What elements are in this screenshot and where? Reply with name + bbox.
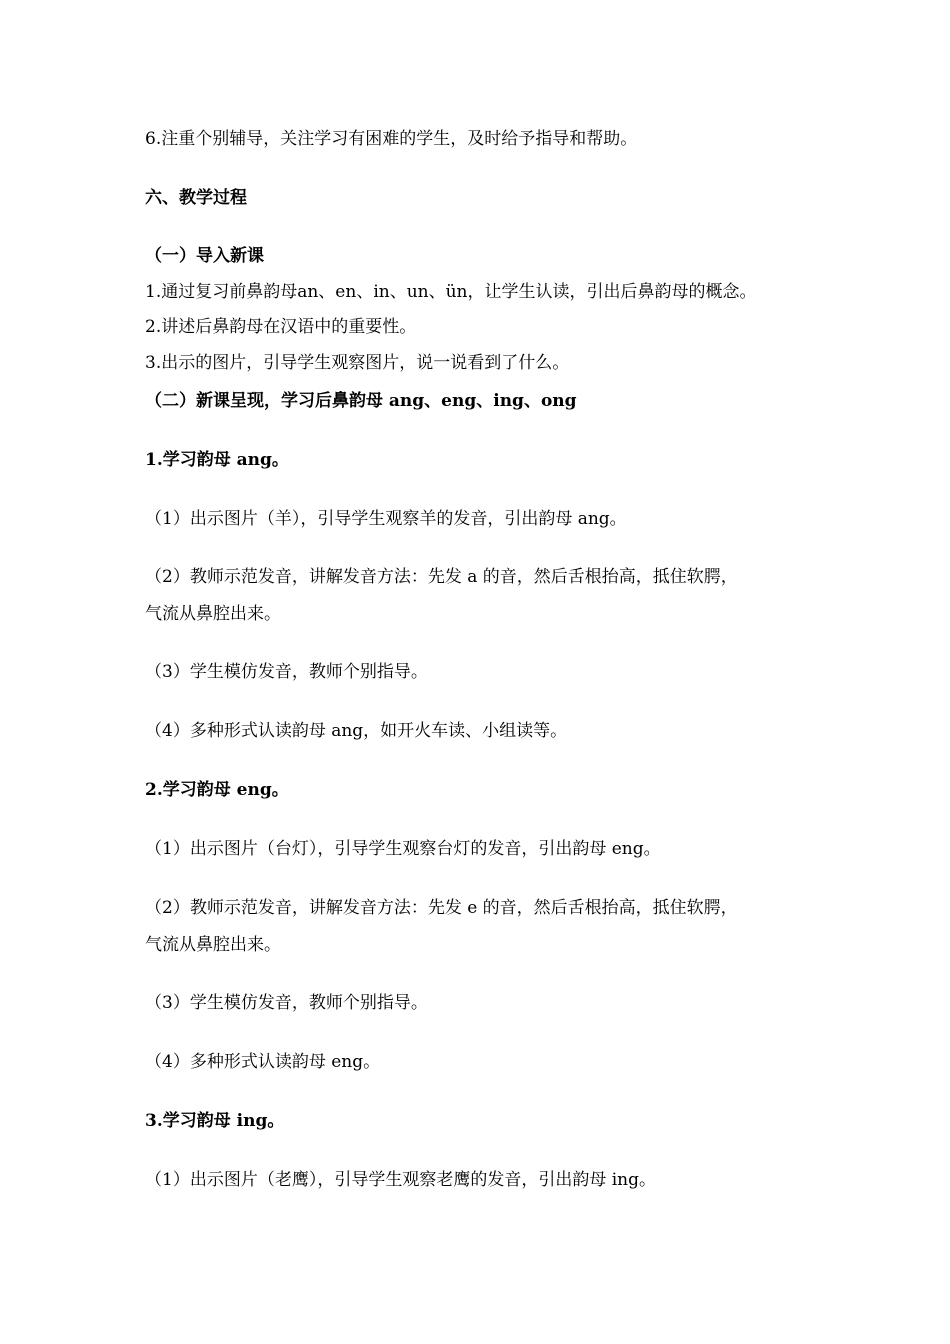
intro-item-3: 3.出示的图片，引导学生观察图片，说一说看到了什么。 bbox=[145, 353, 570, 373]
ang-step-3: （3）学生模仿发音，教师个别指导。 bbox=[145, 662, 428, 682]
heading-learn-ing: 3.学习韵母 ing。 bbox=[145, 1111, 285, 1131]
ang-step-2-cont: 气流从鼻腔出来。 bbox=[145, 604, 281, 624]
subsection-heading-intro: （一）导入新课 bbox=[145, 246, 264, 266]
eng-step-4: （4）多种形式认读韵母 eng。 bbox=[145, 1052, 381, 1072]
eng-step-1: （1）出示图片（台灯），引导学生观察台灯的发音，引出韵母 eng。 bbox=[145, 839, 661, 859]
paragraph-tutoring: 6.注重个别辅导，关注学习有困难的学生，及时给予指导和帮助。 bbox=[145, 129, 638, 149]
intro-item-2: 2.讲述后鼻韵母在汉语中的重要性。 bbox=[145, 317, 417, 337]
ing-step-1: （1）出示图片（老鹰），引导学生观察老鹰的发音，引出韵母 ing。 bbox=[145, 1170, 656, 1190]
eng-step-2-cont: 气流从鼻腔出来。 bbox=[145, 935, 281, 955]
eng-step-3: （3）学生模仿发音，教师个别指导。 bbox=[145, 993, 428, 1013]
section-heading-teaching-process: 六、教学过程 bbox=[145, 188, 247, 208]
intro-item-1: 1.通过复习前鼻韵母an、en、in、un、ün，让学生认读，引出后鼻韵母的概念。 bbox=[145, 282, 757, 302]
eng-step-2: （2）教师示范发音，讲解发音方法：先发 e 的音，然后舌根抬高，抵住软腭， bbox=[145, 898, 738, 918]
ang-step-2: （2）教师示范发音，讲解发音方法：先发 a 的音，然后舌根抬高，抵住软腭， bbox=[145, 567, 738, 587]
heading-learn-ang: 1.学习韵母 ang。 bbox=[145, 450, 289, 470]
ang-step-1: （1）出示图片（羊），引导学生观察羊的发音，引出韵母 ang。 bbox=[145, 509, 627, 529]
heading-learn-eng: 2.学习韵母 eng。 bbox=[145, 780, 289, 800]
subsection-heading-new-lesson: （二）新课呈现，学习后鼻韵母 ang、eng、ing、ong bbox=[145, 391, 577, 411]
ang-step-4: （4）多种形式认读韵母 ang，如开火车读、小组读等。 bbox=[145, 721, 568, 741]
